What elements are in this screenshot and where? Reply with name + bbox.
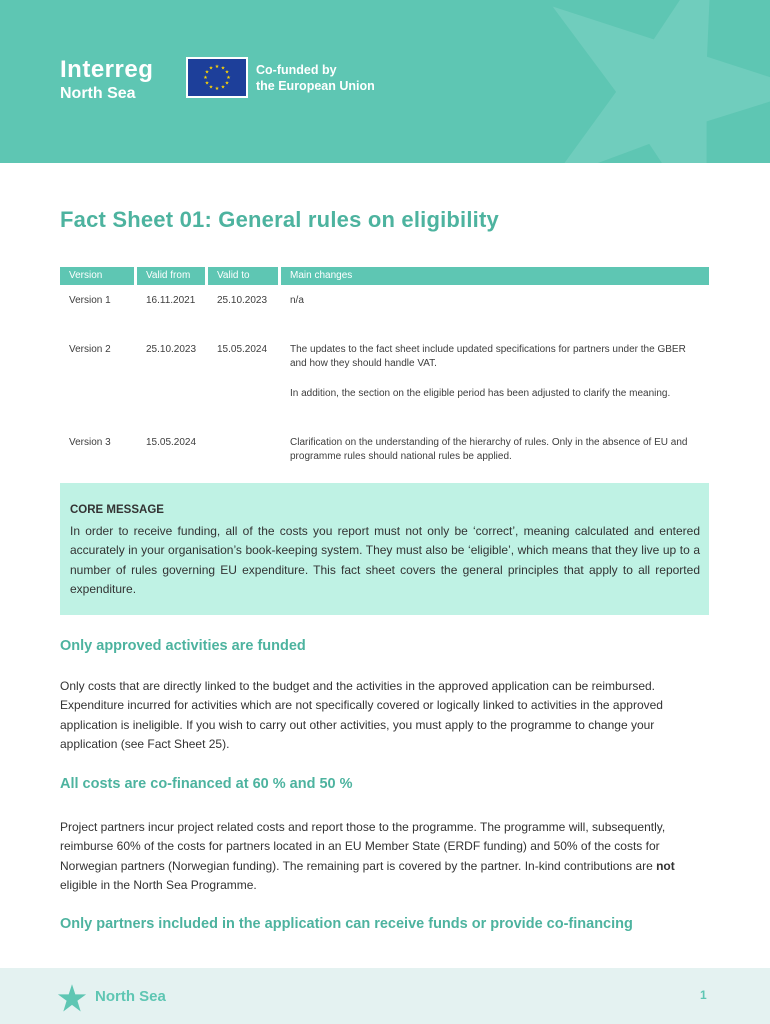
section-heading-approved-activities: Only approved activities are funded <box>60 638 306 654</box>
change-text: Clarification on the understanding of the hierarchy of rules. Only in the absence of EU and programme rules should national rules be applied. <box>290 437 688 462</box>
section-text-approved-activities: Only costs that are directly linked to the budget and the activities in the approved application can be reimbursed. Expenditure incurred for activities which are not specifically covered or logically linked to activities in the approved application is ineligible. If you wish to carry out other activities, you must apply to the programme to change your application (see Fact Sheet 25). <box>60 679 663 751</box>
svg-text:★: ★ <box>220 65 226 72</box>
header-version: Version <box>60 267 134 285</box>
row-version: Version 2 <box>69 344 111 355</box>
svg-text:★: ★ <box>224 69 230 76</box>
section-heading-cofinancing: All costs are co-financed at 60 % and 50 % <box>60 776 353 792</box>
table-row <box>60 436 709 480</box>
text-segment: eligible in the North Sea Programme. <box>60 877 257 892</box>
row-valid-from: 25.10.2023 <box>146 344 197 355</box>
row-valid-from: 15.05.2024 <box>146 437 197 448</box>
footer-name: North Sea <box>95 988 166 1005</box>
brand-line-2: North Sea <box>60 85 136 102</box>
row-valid-from: 16.11.2021 <box>146 295 196 306</box>
svg-text:★: ★ <box>208 65 214 72</box>
row-main-changes <box>281 436 709 480</box>
row-main-changes <box>281 343 709 418</box>
row-version: Version 1 <box>69 295 111 306</box>
header-valid-from: Valid from <box>137 267 205 285</box>
row-version: Version 3 <box>69 437 111 448</box>
row-valid-to <box>208 436 278 480</box>
brand-line-1: Interreg <box>60 56 154 83</box>
svg-text:★: ★ <box>204 80 210 87</box>
row-main-changes <box>281 294 709 325</box>
version-table-header <box>60 267 709 285</box>
page-number: 1 <box>700 988 707 1002</box>
core-message-heading: CORE MESSAGE <box>70 504 164 516</box>
cofund-line-2: the European Union <box>256 79 375 93</box>
version-table <box>60 267 709 462</box>
section-text-cofinancing <box>60 818 710 895</box>
svg-text:★: ★ <box>220 84 226 91</box>
change-text: n/a <box>290 295 304 306</box>
bold-text: not <box>656 858 675 873</box>
svg-text:★: ★ <box>226 75 231 81</box>
eu-flag-icon <box>186 57 248 98</box>
table-row <box>60 343 709 418</box>
page-footer <box>0 968 770 1024</box>
row-valid-to: 15.05.2024 <box>217 344 268 355</box>
svg-text:★: ★ <box>203 75 208 81</box>
svg-text:★: ★ <box>208 84 214 91</box>
core-message-box <box>60 483 709 615</box>
cofunded-label <box>256 62 375 94</box>
page-header <box>0 0 770 163</box>
header-valid-to: Valid to <box>208 267 278 285</box>
text-segment: Project partners incur project related costs and report those to the programme. The programme will, subsequently, reimburse 60% of the costs for partners located in an EU Member State (ERDF funding) and 50% of the costs for Norwegian partners (Norwegian funding). The remaining part is covered by the partner. In-kind contributions are <box>60 820 666 873</box>
header-main-changes: Main changes <box>281 267 709 285</box>
change-text: The updates to the fact sheet include updated specifications for partners under the GBER and how they should handle VAT. <box>290 344 686 369</box>
change-text: In addition, the section on the eligible period has been adjusted to clarify the meaning. <box>290 388 671 399</box>
core-message-text: In order to receive funding, all of the costs you report must not only be ‘correct’, meaning calculated and entered accurately in your organisation’s book-keeping system. They must also be ‘eligible’, which means that they live up to a number of rules governing EU expenditure. This fact sheet covers the general principles that apply to all reported expenditure. <box>70 524 700 596</box>
row-valid-to: 25.10.2023 <box>217 295 268 306</box>
table-row <box>60 294 709 325</box>
starfish-logo-icon <box>57 983 87 1013</box>
cofund-line-1: Co-funded by <box>256 63 337 77</box>
svg-text:★: ★ <box>224 80 230 87</box>
svg-text:★: ★ <box>214 86 220 92</box>
page-title: Fact Sheet 01: General rules on eligibility <box>60 207 499 232</box>
starfish-watermark-icon <box>530 0 770 163</box>
svg-text:★: ★ <box>204 69 210 76</box>
interreg-logo <box>60 58 153 104</box>
section-heading-partners: Only partners included in the application can receive funds or provide co-financing <box>60 916 633 932</box>
svg-text:★: ★ <box>214 64 220 70</box>
